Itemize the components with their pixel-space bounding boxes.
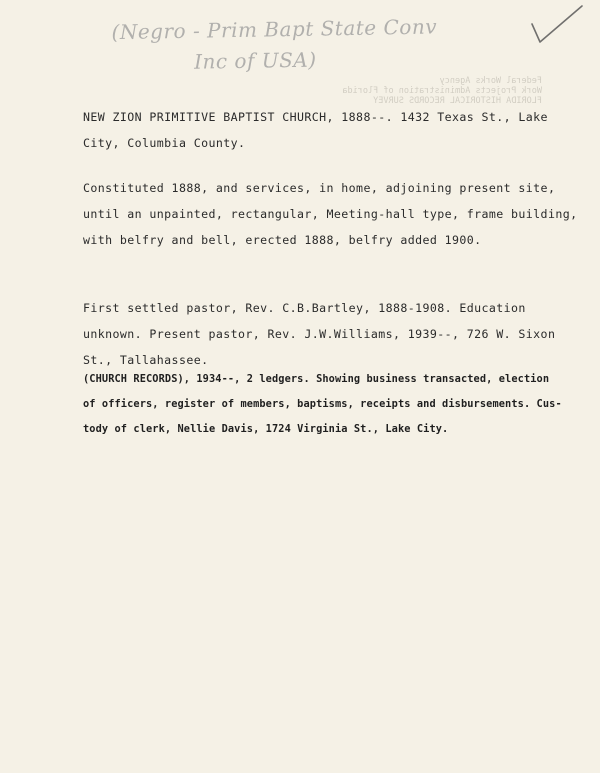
church-heading-paragraph xyxy=(83,104,548,156)
check-mark-icon xyxy=(526,4,586,48)
paragraph-line: with belfry and bell, erected 1888, belfry added 1900. xyxy=(83,233,482,247)
paragraph-line: unknown. Present pastor, Rev. J.W.Williams, 1939--, 726 W. Sixon xyxy=(83,327,556,341)
paragraph-line: City, Columbia County. xyxy=(83,136,246,150)
paragraph-line: Constituted 1888, and services, in home, adjoining present site, xyxy=(83,181,556,195)
paragraph-line: (CHURCH RECORDS), 1934--, 2 ledgers. Showing business transacted, election xyxy=(83,373,550,385)
bleed-through-line: FLORIDA HISTORICAL RECORDS SURVEY xyxy=(373,96,542,106)
handwritten-annotation-line-2: Inc of USA) xyxy=(193,47,317,74)
paragraph-line: First settled pastor, Rev. C.B.Bartley, 1888-1908. Education xyxy=(83,301,526,315)
bleed-through-line: Work Projects Administration of Florida xyxy=(342,86,542,96)
paragraph-line: tody of clerk, Nellie Davis, 1724 Virginia St., Lake City. xyxy=(83,423,449,435)
church-records-paragraph xyxy=(83,367,562,442)
constituted-paragraph xyxy=(83,175,577,253)
paragraph-line: until an unpainted, rectangular, Meeting-hall type, frame building, xyxy=(83,207,578,221)
paragraph-line: NEW ZION PRIMITIVE BAPTIST CHURCH, 1888--. 1432 Texas St., Lake xyxy=(83,110,548,124)
pastors-paragraph xyxy=(83,295,555,373)
paragraph-line: of officers, register of members, baptisms, receipts and disbursements. Cus- xyxy=(83,398,562,410)
paragraph-line: St., Tallahassee. xyxy=(83,353,209,367)
bleed-through-line: Federal Works Agency xyxy=(439,76,542,86)
handwritten-annotation-line-1: (Negro - Prim Bapt State Conv xyxy=(111,14,438,45)
